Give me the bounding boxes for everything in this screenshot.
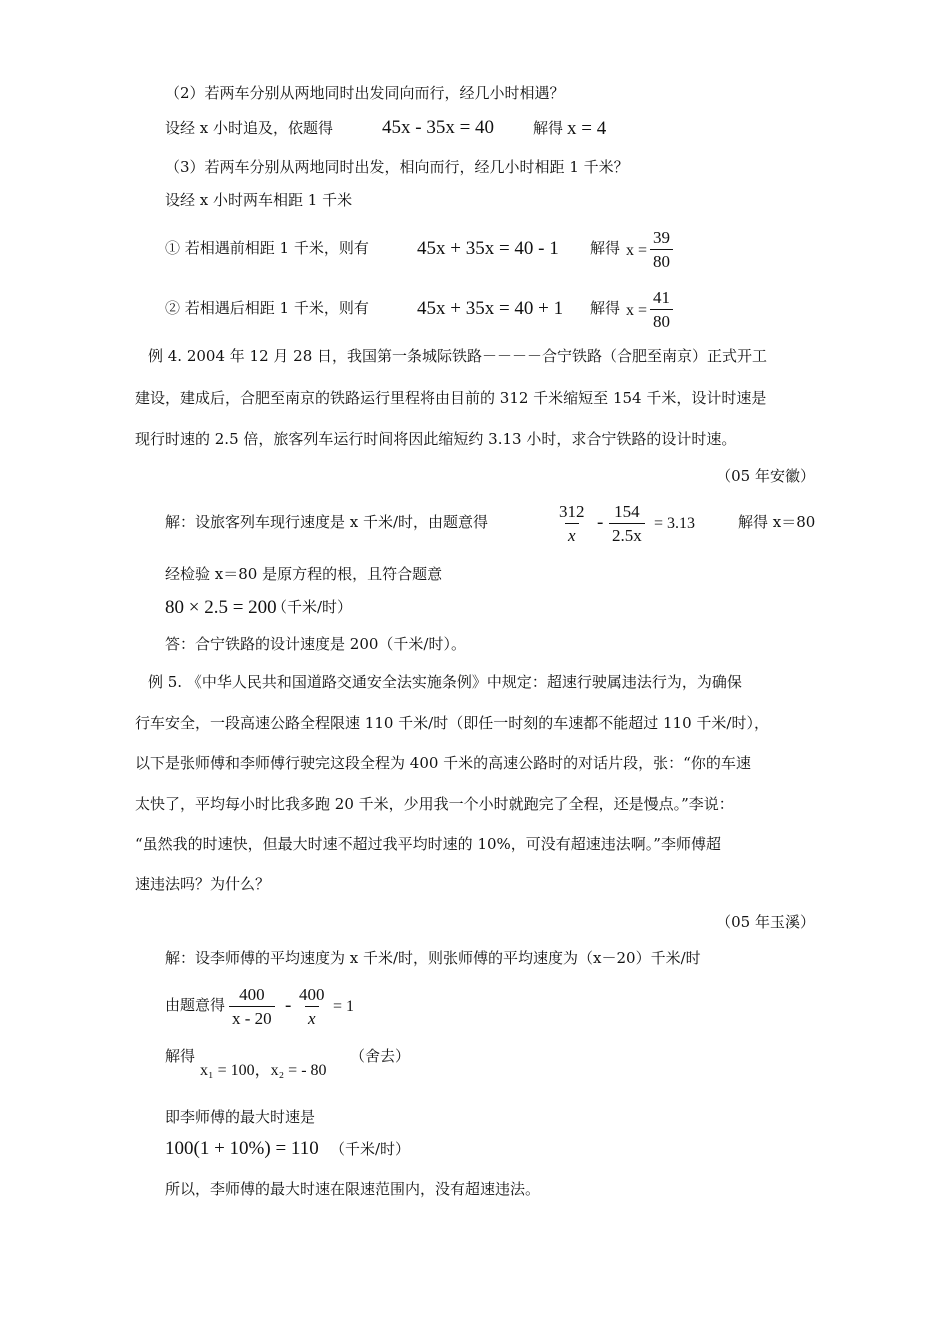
ex4-fraction-2-denominator: 2.5x (609, 523, 645, 545)
ex5-fraction-1-denominator: x - 20 (229, 1006, 275, 1028)
case-1-lhs: x = (626, 242, 648, 259)
example-4-solution: 解：设旅客列车现行速度是 x 千米/时，由题意得 (165, 513, 489, 531)
q3-setup: 设经 x 小时两车相距 1 千米 (165, 191, 353, 209)
case-1-text: ① 若相遇前相距 1 千米，则有 (165, 239, 369, 257)
ex5-max-speed-text: 即李师傅的最大时速是 (165, 1108, 316, 1126)
case-1-equation: 45x + 35x = 40 - 1 (417, 238, 559, 259)
ex5-solve-label: 解得 (165, 1047, 196, 1065)
ex5-roots: x₁ = 100，x₂ = - 80 (200, 1062, 327, 1079)
ex4-calculation: 80 × 2.5 = 200 (165, 597, 277, 618)
question-3: （3）若两车分别从两地同时出发，相向而行，经几小时相距 1 千米？ (165, 158, 629, 176)
example-5-line-3: 以下是张师傅和李师傅行驶完这段全程为 400 千米的高速公路时的对话片段，张：“你的车速 (135, 754, 751, 772)
q2-equation: 45x - 35x = 40 (382, 117, 495, 138)
example-5-line-2: 行车安全，一段高速公路全程限速 110 千米/时（即任一时刻的车速都不能超过 110 千米/时）， (135, 714, 769, 732)
example-4-line-3: 现行时速的 2.5 倍，旅客列车运行时间将因此缩短约 3.13 小时，求合宁铁路的设计时速。 (135, 430, 737, 448)
q2-solve-label: 解得 (533, 119, 564, 137)
q2-result: x = 4 (567, 118, 607, 139)
ex4-equation-rhs: = 3.13 (654, 515, 696, 532)
ex5-fraction-1 (229, 985, 275, 1028)
ex5-discard-note: （舍去） (350, 1047, 411, 1065)
ex5-equation-label: 由题意得 (165, 996, 226, 1014)
ex5-calculation-unit: （千米/时） (330, 1140, 411, 1158)
question-2: （2）若两车分别从两地同时出发同向而行，经几小时相遇？ (165, 84, 565, 102)
ex4-fraction-1-numerator: 312 (559, 502, 585, 521)
ex5-conclusion: 所以，李师傅的最大时速在限速范围内，没有超速违法。 (165, 1180, 541, 1198)
case-2-equation: 45x + 35x = 40 + 1 (417, 298, 564, 319)
example-5-line-6: 速违法吗？为什么？ (135, 875, 271, 893)
ex4-answer: 答：合宁铁路的设计速度是 200（千米/时）。 (165, 635, 466, 653)
ex4-minus: - (597, 512, 604, 533)
ex5-calculation: 100(1 + 10%) = 110 (165, 1138, 319, 1159)
example-5-line-4: 太快了，平均每小时比我多跑 20 千米，少用我一个小时就跑完了全程，还是慢点。”李说： (135, 795, 734, 813)
example-5-solution: 解：设李师傅的平均速度为 x 千米/时，则张师傅的平均速度为（x－20）千米/时 (165, 949, 701, 967)
example-5-line-1: 例 5. 《中华人民共和国道路交通安全法实施条例》中规定：超速行驶属违法行为，为确保 (148, 673, 742, 691)
ex4-fraction-1 (556, 502, 588, 545)
ex4-result: 解得 x＝80 (738, 513, 816, 531)
ex4-calculation-unit: （千米/时） (272, 598, 353, 616)
case-1-fraction (650, 228, 673, 271)
ex4-fraction-1-denominator: x (565, 523, 579, 545)
case-2-text: ② 若相遇后相距 1 千米，则有 (165, 299, 369, 317)
ex5-fraction-2-denominator: x (305, 1006, 319, 1028)
ex5-minus: - (285, 995, 292, 1016)
ex4-fraction-2-numerator: 154 (614, 502, 640, 521)
case-1-solve-label: 解得 (590, 239, 621, 257)
q2-setup: 设经 x 小时追及，依题得 (165, 119, 333, 137)
case-1-numerator: 39 (653, 228, 670, 247)
case-2-fraction (650, 288, 673, 331)
example-5-line-5: “虽然我的时速快，但最大时速不超过我平均时速的 10%，可没有超速违法啊。”李师傅超 (135, 835, 721, 853)
example-4-source: （05 年安徽） (716, 467, 815, 485)
ex5-fraction-2 (296, 985, 328, 1028)
ex5-fraction-1-numerator: 400 (239, 985, 265, 1004)
ex4-fraction-2 (609, 502, 645, 545)
case-1-denominator: 80 (650, 249, 673, 271)
case-2-numerator: 41 (653, 288, 670, 307)
case-2-denominator: 80 (650, 309, 673, 331)
example-4-line-1: 例 4. 2004 年 12 月 28 日，我国第一条城际铁路－－－－合宁铁路（合肥至南京）正式开工 (148, 347, 768, 365)
ex5-equation-rhs: = 1 (333, 998, 355, 1015)
ex5-fraction-2-numerator: 400 (299, 985, 325, 1004)
ex4-check: 经检验 x＝80 是原方程的根，且符合题意 (165, 565, 443, 583)
case-2-solve-label: 解得 (590, 299, 621, 317)
example-5-source: （05 年玉溪） (716, 913, 815, 931)
example-4-line-2: 建设，建成后，合肥至南京的铁路运行里程将由目前的 312 千米缩短至 154 千米，设计时速是 (135, 389, 767, 407)
case-2-lhs: x = (626, 302, 648, 319)
